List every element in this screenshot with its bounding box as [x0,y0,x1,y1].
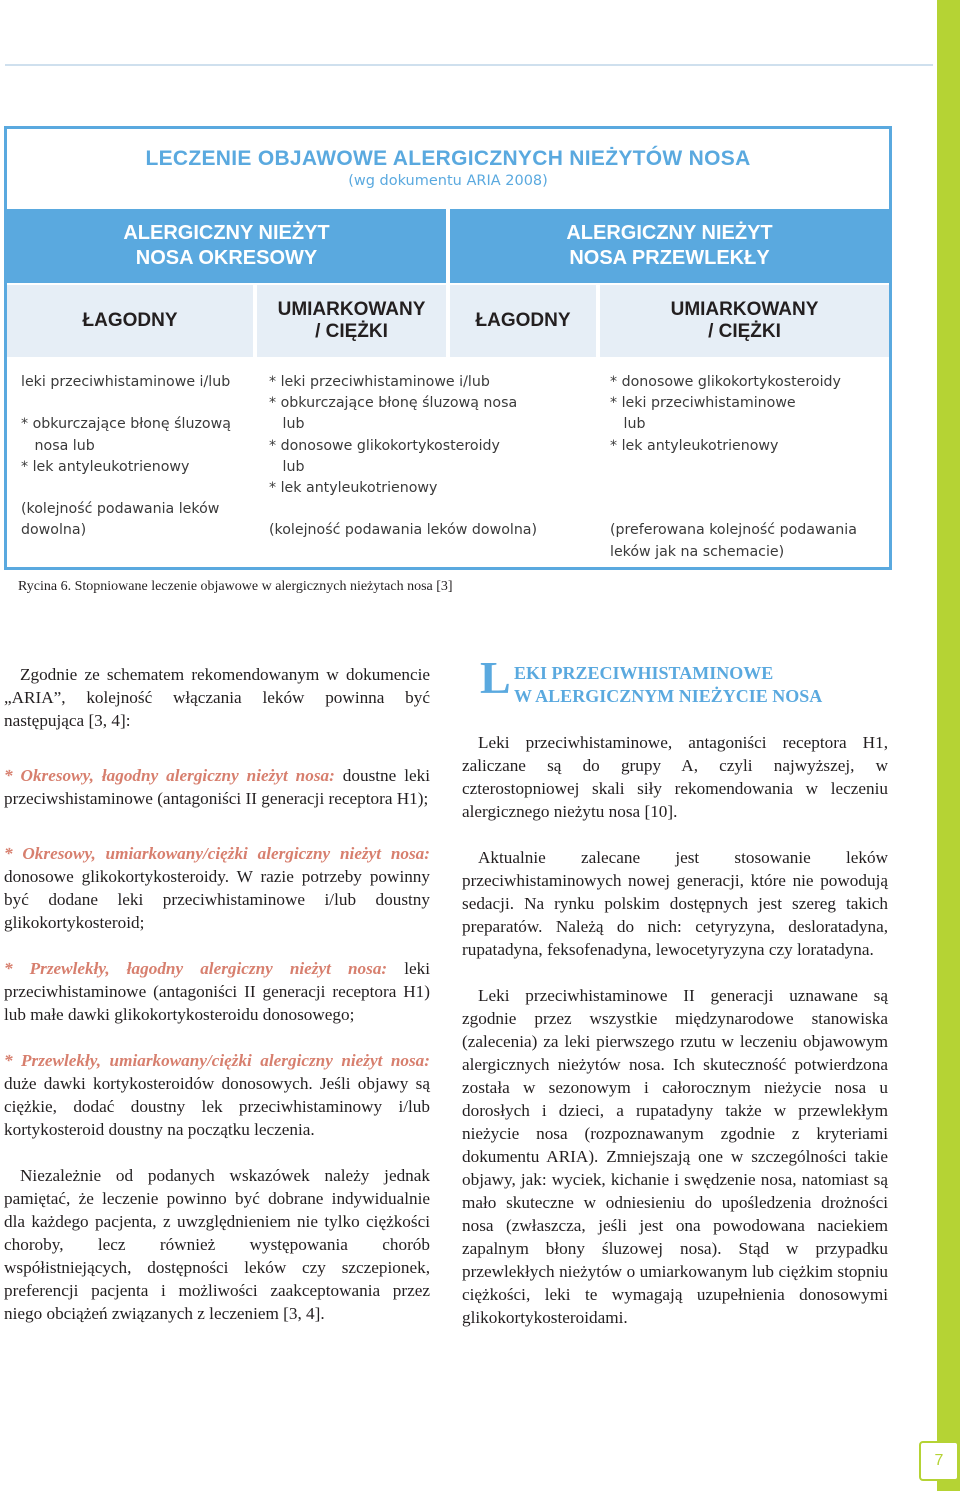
header-mild-intermittent [7,285,253,357]
figure-caption: Rycina 6. Stopniowane leczenie objawowe w alergicznych nieżytach nosa [3] [18,579,453,594]
header-mild-intermittent-label: ŁAGODNY [82,310,178,331]
figure-title: LECZENIE OBJAWOWE ALERGICZNYCH NIEŻYTÓW NOSA [145,147,751,170]
header-moderate-persistent [600,285,889,357]
paragraph-new-generation: Aktualnie zalecane jest stosowanie leków przeciwhistaminowych nowej generacji, które nie powodują sedacji. Na rynku polskim dostępnych jest szereg takich preparatów. Należą do nich: cetyryzyna, desloratadyna, rupatadyna, feksofenadyna, lewocetyryzyna czy loratadyna. [462,848,888,959]
list-item [4,957,430,1026]
band-intermittent-line1: ALERGICZNY NIEŻYT [123,222,330,244]
section-heading [480,652,900,715]
header-moderate-intermittent-line2: / CIĘŻKI [315,321,388,342]
header-moderate-persistent-line2: / CIĘŻKI [708,321,781,342]
heading-line2: W ALERGICZNYM NIEŻYCIE NOSA [514,686,823,706]
list-item [4,1049,430,1141]
left-column [4,663,430,1325]
intro-paragraph: Zgodnie ze schematem rekomendowanym w dokumencie „ARIA”, kolejność włączania leków powinna być następująca [3, 4]: [4,665,430,730]
item-label: * Okresowy, umiarkowany/ciężki alergiczny nieżyt nosa: [4,844,430,863]
band-persistent-line1: ALERGICZNY NIEŻYT [566,222,773,244]
header-moderate-intermittent-line1: UMIARKOWANY [277,299,426,320]
header-moderate-persistent-line1: UMIARKOWANY [670,299,819,320]
item-text: donosowe glikokortykosteroidy. W razie potrzeby powinny być dodane leki przeciwhistaminowe i/lub doustny glikokortykosteroid; [4,867,430,932]
list-item [4,842,430,934]
item-label: * Okresowy, łagodny alergiczny nieżyt nosa: [4,766,335,785]
figure-title-area [7,129,889,209]
item-text: leki przeciwhistaminowe (antagoniści II generacji receptora H1) lub małe dawki glikokortykosteroidu donosowego; [4,959,430,1024]
paragraph-second-generation: Leki przeciwhistaminowe II generacji uznawane są zgodnie przez wszystkie międzynarodowe stanowiska (zalecenia) za leki pierwszego rzutu w leczeniu objawowym alergicznych nieżytów nosa. Ich skuteczność potwierdzona została w sezonowym i całorocznym nieżycie nosa u dorosłych i dzieci, a rupatadyny także w przewlekłym nieżycie nosa (rozpoznawanym zgodnie z kryteriami dokumentu ARIA). Zmniejszają one w szczególności takie objawy, jak: wyciek, kichanie i swędzenie nosa, natomiast są mało skuteczne w odniesieniu do upośledzenia drożności nosa (zwłaszcza, jeśli jest ona powodowana naciekiem zapalnym błony śluzowej nosa). Stąd w przypadku przewlekłych nieżytów o umiarkowanym lub ciężkim stopniu ciężkości, leki te wymagają uzupełnienia donosowymi glikokortykosteroidami. [462,986,888,1327]
band-persistent-line2: NOSA PRZEWLEKŁY [569,247,770,269]
closing-paragraph: Niezależnie od podanych wskazówek należy jednak pamiętać, że leczenie powinno być dobrane indywidualnie dla każdego pacjenta, z uwzględnieniem nie tylko ciężkości choroby, lecz również występowania chorób współistniejących, dostępności leków czy szczepionek, preferencji pacjenta i możliwości zaakceptowania przez niego obciążeń związanych z leczeniem [3, 4]. [4,1166,430,1323]
band-intermittent-line2: NOSA OKRESOWY [135,247,318,269]
item-text: doustne leki przeciwshistaminowe (antagoniści II generacji receptora H1); [4,766,430,808]
figure-subtitle: (wg dokumentu ARIA 2008) [348,173,548,189]
item-label: * Przewlekły, łagodny alergiczny nieżyt nosa: [4,959,388,978]
header-mild-persistent [450,285,596,357]
heading-initial: L [480,652,511,703]
right-column [462,731,888,1329]
band-intermittent [7,209,446,283]
cell-mild-intermittent: leki przeciwhistaminowe i/lub * obkurczające błonę śluzową nosa lub * lek antyleukotrienowy (kolejność podawania leków dowolna) [21,374,231,539]
heading-line1: EKI PRZECIWHISTAMINOWE [514,663,774,683]
page-number: 7 [919,1441,959,1481]
cell-moderate-persistent: * donosowe glikokortykosteroidy * leki przeciwhistaminowe lub * lek antyleukotrienowy (preferowana kolejność podawania leków jak na schemacie) [610,374,857,560]
figure-box [4,126,892,570]
side-accent-bar [937,0,960,1491]
item-text: duże dawki kortykosteroidów donosowych. Jeśli objawy są ciężkie, dodać doustny lek przeciwhistaminowy i/lub kortykosteroid doustny na początku leczenia. [4,1074,430,1139]
top-divider [5,64,933,66]
cell-moderate-intermittent: * leki przeciwhistaminowe i/lub * obkurczające błonę śluzową nosa lub * donosowe glikokortykosteroidy lub * lek antyleukotrienowy (kolejność podawania leków dowolna) [269,374,538,539]
item-label: * Przewlekły, umiarkowany/ciężki alergiczny nieżyt nosa: [4,1051,430,1070]
header-moderate-intermittent [257,285,446,357]
header-mild-persistent-label: ŁAGODNY [475,310,571,331]
paragraph-h1-antagonists: Leki przeciwhistaminowe, antagoniści receptora H1, zaliczane są do grupy A, czyli najwyższej, w czterostopniowej skali siły rekomendowania w leczeniu alergicznego nieżytu nosa [10]. [462,733,888,821]
band-persistent [450,209,889,283]
list-item [4,764,430,810]
